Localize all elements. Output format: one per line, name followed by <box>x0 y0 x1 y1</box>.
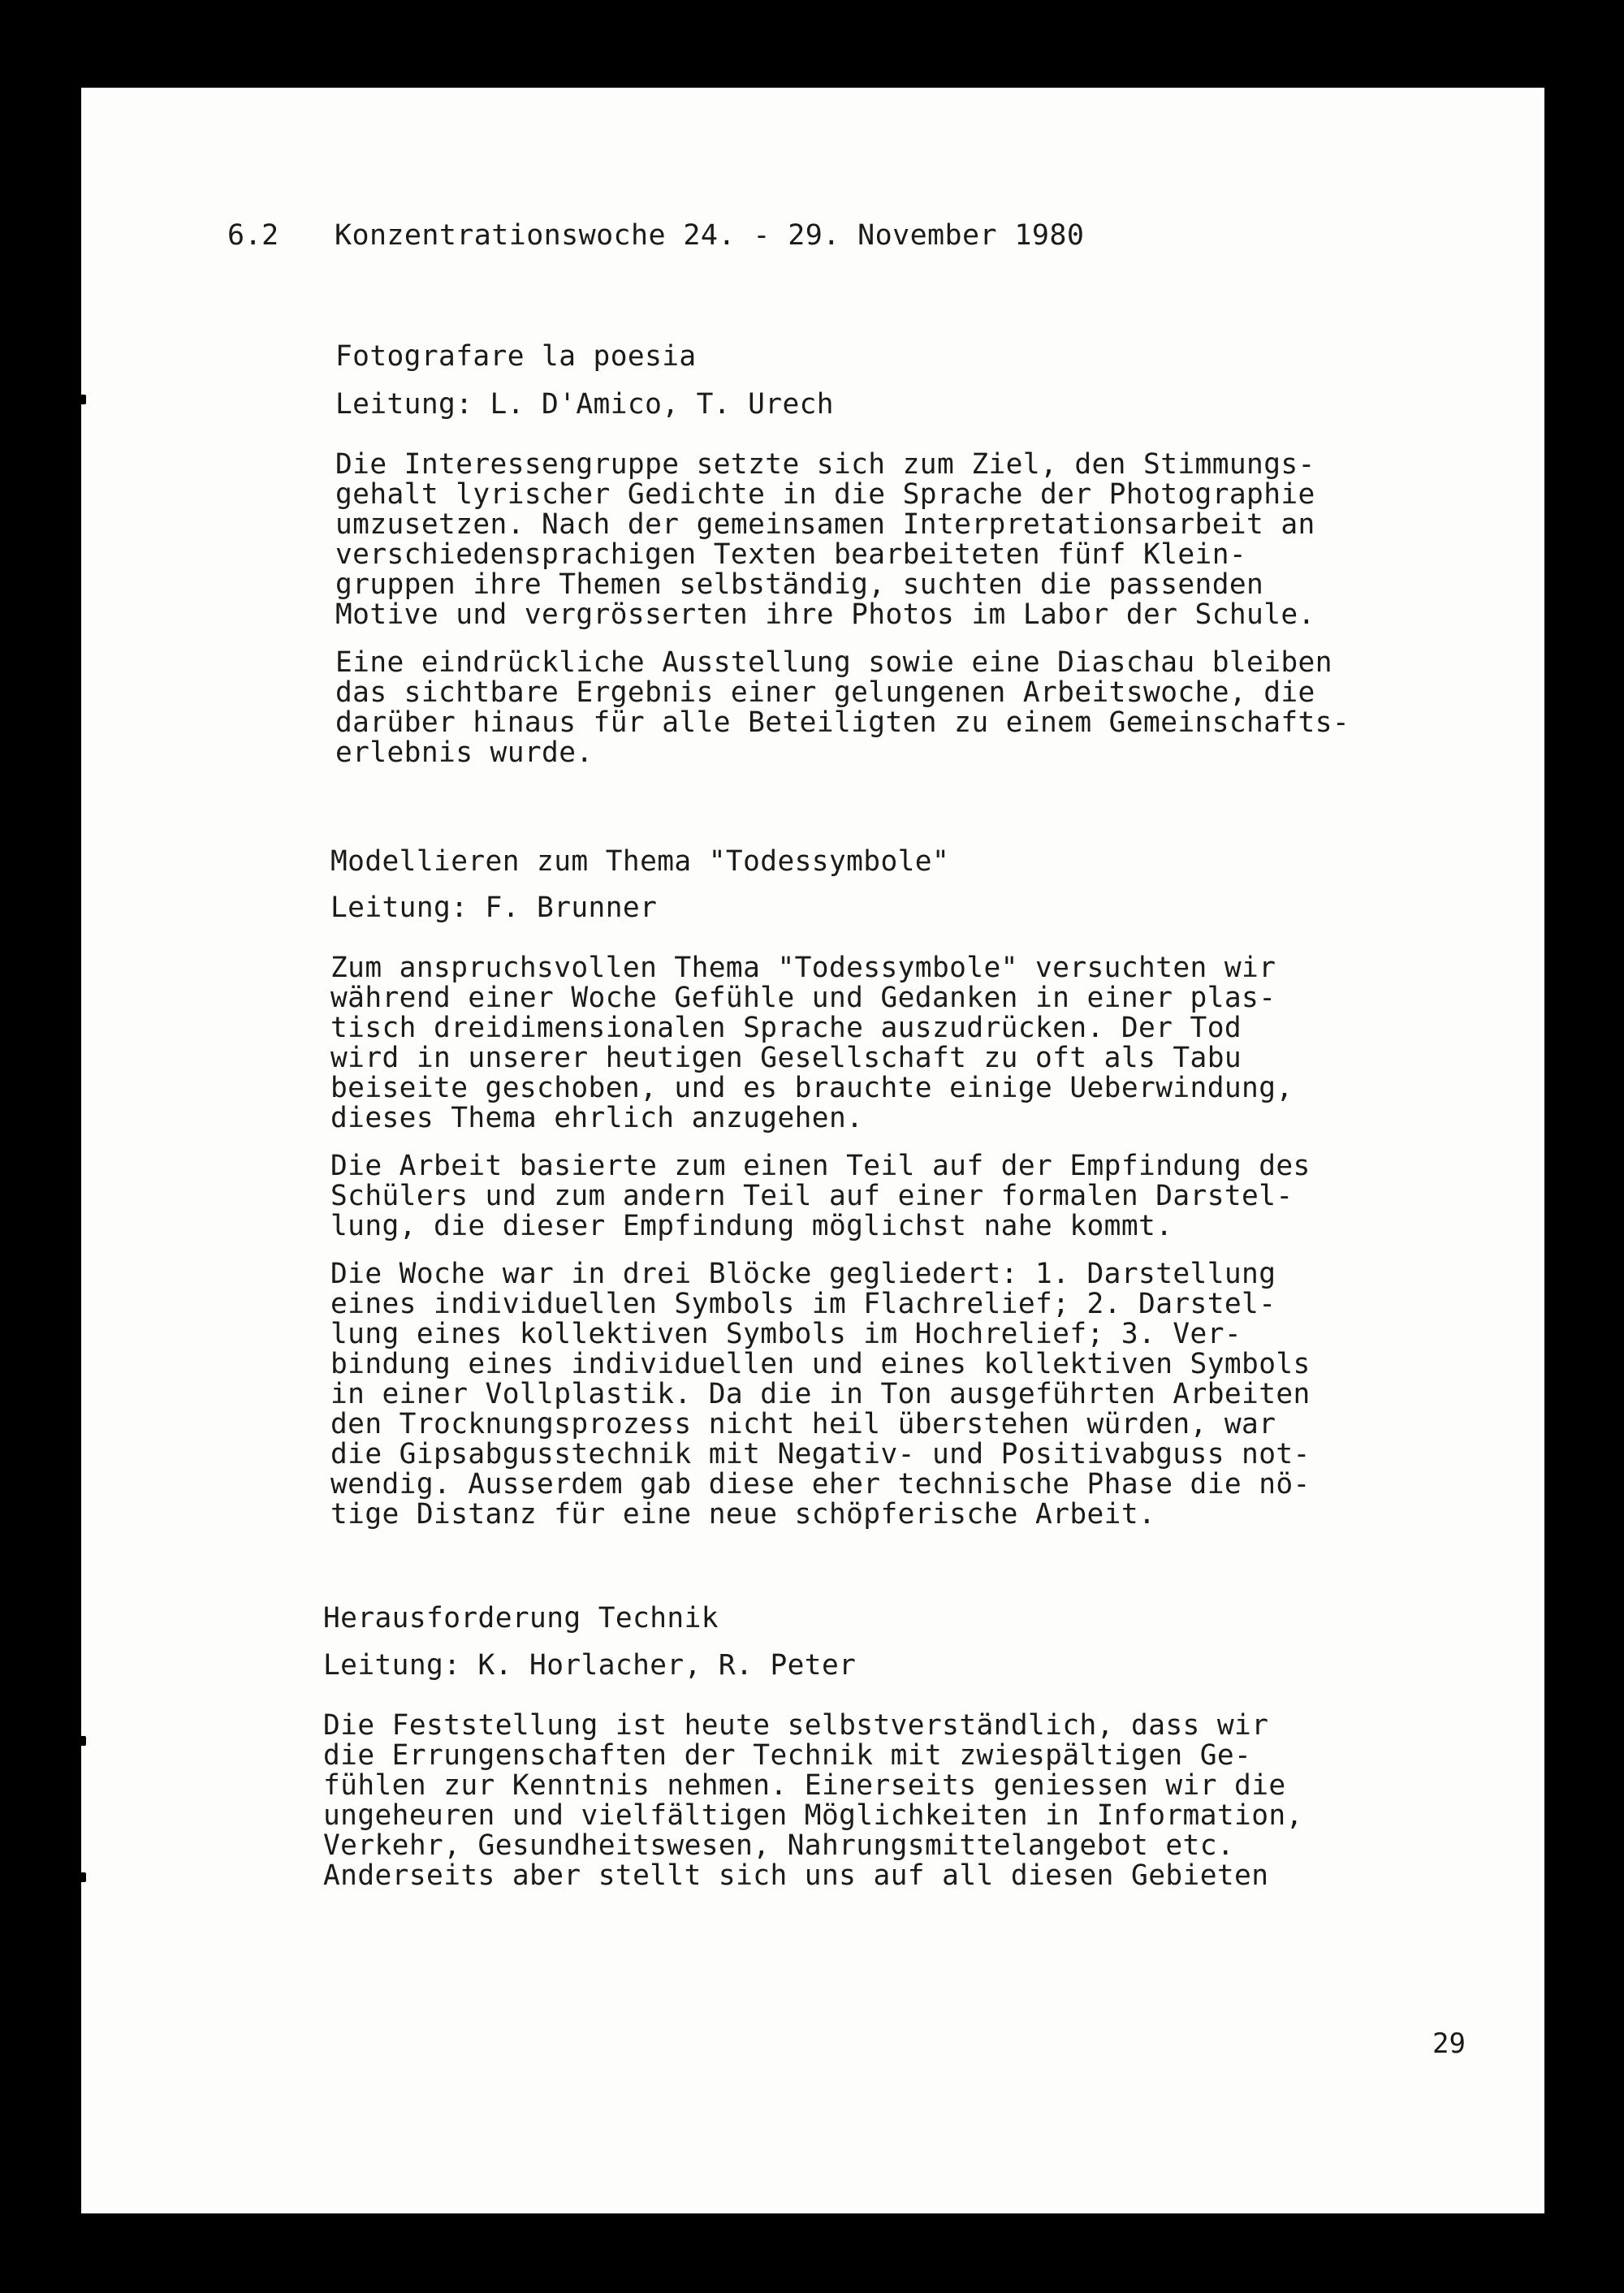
text-line: tige Distanz für eine neue schöpferische Arbeit. <box>330 1498 1156 1531</box>
text-line: Die Arbeit basierte zum einen Teil auf der Empfindung des <box>330 1150 1311 1182</box>
text-line: tisch dreidimensionalen Sprache auszudrücken. Der Tod <box>330 1012 1242 1044</box>
text-line: dieses Thema ehrlich anzugehen. <box>330 1102 864 1134</box>
document-page <box>81 88 1544 2213</box>
text-line: während einer Woche Gefühle und Gedanken in einer plas- <box>330 982 1276 1014</box>
text-line: ungeheuren und vielfältigen Möglichkeiten in Information, <box>323 1799 1303 1832</box>
text-line: gruppen ihre Themen selbständig, suchten die passenden <box>335 568 1264 601</box>
text-line: Zum anspruchsvollen Thema "Todessymbole" versuchten wir <box>330 952 1276 984</box>
chapter-title: Konzentrationswoche 24. - 29. November 1980 <box>335 219 1085 252</box>
chapter-number: 6.2 <box>227 219 279 252</box>
section-heading: Modellieren zum Thema "Todessymbole" <box>330 845 950 878</box>
scan-mark <box>81 1872 86 1882</box>
text-line: Motive und vergrösserten ihre Photos im Labor der Schule. <box>335 598 1315 631</box>
scan-mark <box>81 1736 86 1746</box>
text-line: Schülers und zum andern Teil auf einer formalen Darstel- <box>330 1180 1294 1212</box>
text-line: Anderseits aber stellt sich uns auf all diesen Gebieten <box>323 1859 1269 1892</box>
text-line: die Gipsabgusstechnik mit Negativ- und Positivabguss not- <box>330 1438 1311 1470</box>
text-line: Verkehr, Gesundheitswesen, Nahrungsmittelangebot etc. <box>323 1829 1235 1862</box>
text-line: Die Interessengruppe setzte sich zum Ziel, den Stimmungs- <box>335 448 1315 481</box>
text-line: wendig. Ausserdem gab diese eher technische Phase die nö- <box>330 1468 1311 1501</box>
section-leader: Leitung: K. Horlacher, R. Peter <box>323 1649 857 1682</box>
text-line: umzusetzen. Nach der gemeinsamen Interpretationsarbeit an <box>335 508 1315 541</box>
text-line: gehalt lyrischer Gedichte in die Sprache der Photographie <box>335 478 1315 511</box>
text-line: das sichtbare Ergebnis einer gelungenen Arbeitswoche, die <box>335 676 1315 709</box>
text-line: verschiedensprachigen Texten bearbeiteten fünf Klein- <box>335 538 1247 571</box>
text-line: die Errungenschaften der Technik mit zwiespältigen Ge- <box>323 1739 1252 1772</box>
page-number: 29 <box>1432 2027 1466 2060</box>
text-line: in einer Vollplastik. Da die in Ton ausgeführten Arbeiten <box>330 1378 1311 1410</box>
scan-mark <box>81 395 86 404</box>
section-heading: Fotografare la poesia <box>335 340 697 373</box>
text-line: Eine eindrückliche Ausstellung sowie eine Diaschau bleiben <box>335 646 1332 679</box>
text-line: beiseite geschoben, und es brauchte einige Ueberwindung, <box>330 1072 1294 1104</box>
text-line: lung, die dieser Empfindung möglichst nahe kommt. <box>330 1210 1173 1242</box>
text-line: fühlen zur Kenntnis nehmen. Einerseits geniessen wir die <box>323 1769 1286 1802</box>
text-line: Die Feststellung ist heute selbstverständlich, dass wir <box>323 1709 1269 1742</box>
section-leader: Leitung: F. Brunner <box>330 892 658 924</box>
text-line: den Trocknungsprozess nicht heil überstehen würden, war <box>330 1408 1276 1440</box>
section-heading: Herausforderung Technik <box>323 1602 719 1634</box>
section-leader: Leitung: L. D'Amico, T. Urech <box>335 388 834 421</box>
text-line: Die Woche war in drei Blöcke gegliedert: 1. Darstellung <box>330 1258 1276 1290</box>
text-line: wird in unserer heutigen Gesellschaft zu oft als Tabu <box>330 1042 1242 1074</box>
text-line: bindung eines individuellen und eines kollektiven Symbols <box>330 1348 1311 1380</box>
text-line: lung eines kollektiven Symbols im Hochrelief; 3. Ver- <box>330 1318 1242 1350</box>
text-line: erlebnis wurde. <box>335 736 594 769</box>
text-line: darüber hinaus für alle Beteiligten zu einem Gemeinschafts- <box>335 706 1350 739</box>
text-line: eines individuellen Symbols im Flachrelief; 2. Darstel- <box>330 1288 1276 1320</box>
